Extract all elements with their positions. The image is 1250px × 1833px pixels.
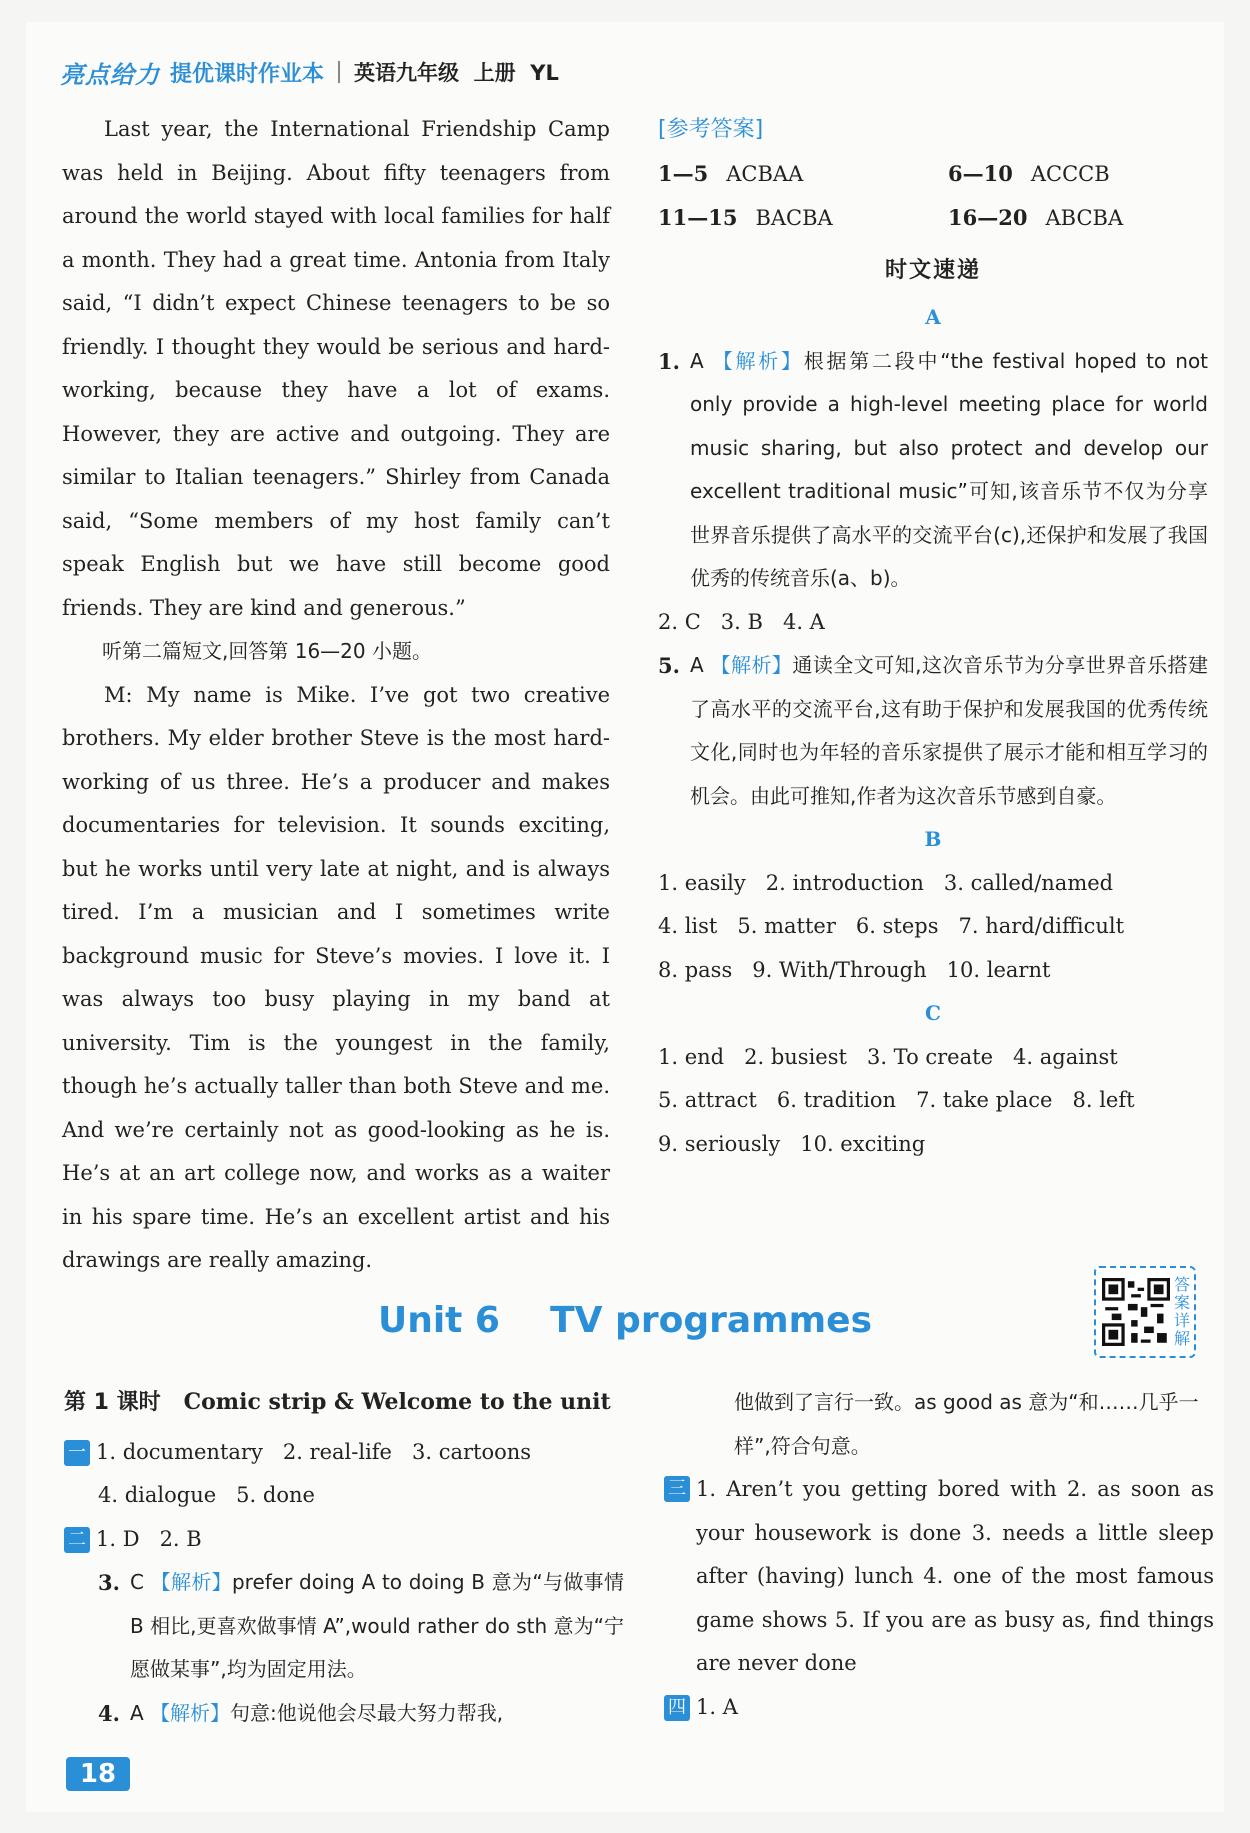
analysis-tag: 【解析】 [150, 1570, 232, 1594]
answer-row: 1. easily 2. introduction 3. called/named [658, 870, 1114, 895]
answer-row: 4. dialogue 5. done [98, 1483, 315, 1507]
section-marker: 四 [664, 1695, 690, 1721]
answer-row: 8. pass 9. With/Through 10. learnt [658, 957, 1051, 982]
answer-row: 2. C 3. B 4. A [658, 609, 825, 634]
section-marker: 二 [64, 1527, 90, 1553]
answer-row: 6—10 ACCCB [948, 160, 1110, 186]
page-header [60, 54, 559, 90]
continued-explanation: 他做到了言行一致。as good as 意为“和……几乎一样”,符合句意。 [734, 1390, 1199, 1458]
analysis-tag: 【解析】 [150, 1700, 231, 1725]
qr-label: 答案详解 [1174, 1275, 1191, 1348]
section-b-label: B [924, 827, 942, 851]
answer-item: 4. A 【解析】句意:他说他会尽最大努力帮我, [98, 1700, 504, 1726]
unit-title: Unit 6 TV programmes [377, 1300, 872, 1341]
answer-row: 4. list 5. matter 6. steps 7. hard/difficult [658, 914, 1125, 938]
listening-script [62, 108, 610, 1283]
script-instruction: 听第二篇短文,回答第 16—20 小题。 [102, 639, 432, 663]
lesson-answers-right [664, 1381, 1214, 1729]
answer-row: 二 1. D 2. B [64, 1518, 624, 1562]
answer-item: 5. A 【解析】通读全文可知,这次音乐节为分享世界音乐搭建了高水平的交流平台,这有助于保护和发展我国的优秀传统文化,同时也为年轻的音乐家提供了展示才能和相互学习的机会。由此可推知,作者为这次音乐节感到自豪。 [658, 653, 1209, 808]
answer-row: 一 1. documentary 2. real-life 3. cartoons [64, 1431, 624, 1475]
page-number: 18 [66, 1757, 130, 1791]
brand-logo: 亮点给力 [60, 60, 160, 89]
answer-row: 16—20 ABCBA [948, 205, 1124, 230]
script-paragraph-1: Last year, the International Friendship Camp was held in Beijing. About fifty teenagers from around the world stayed with local families for half a month. They had a great time. Antonia from Italy said, “I didn’t expect Chinese teenagers to be so friendly. I thought they would be serious and hard-working, because they have a lot of exams. However, they are active and outgoing. They are similar to Italian teenagers.” Shirley from Canada said, “Some members of my host family can’t speak English but we have still become good friends. They are kind and generous.” [62, 117, 610, 620]
answer-item: 三 1. Aren’t you getting bored with 2. as soon as your housework is done 3. needs a little sleep after (having) lunch 4. one of the most famous game shows 5. If you are as busy as, find things are never done [664, 1468, 1214, 1686]
script-paragraph-2: M: My name is Mike. I’ve got two creative brothers. My elder brother Steve is the most hard-working of us three. He’s a producer and makes documentaries for television. It sounds exciting, but he works until very late at night, and is always tired. I’m a musician and I sometimes write background music for Steve’s movies. I love it. I was always too busy playing in my band at university. Tim is the youngest in the family, though he’s actually taller than both Steve and me. And we’re certainly not as good-looking as he is. He’s at an art college now, and works as a waiter in his spare time. He’s an excellent artist and his drawings are really amazing. [62, 682, 610, 1272]
analysis-tag: 【解析】 [710, 653, 793, 677]
answer-row: 四 1. A [664, 1686, 1214, 1730]
section-marker: 一 [64, 1440, 90, 1466]
header-divider [338, 61, 340, 83]
lesson-title: 第 1 课时 Comic strip & Welcome to the unit [64, 1389, 611, 1415]
analysis-tag: 【解析】 [712, 348, 804, 373]
lesson-answers-left [64, 1381, 624, 1735]
answer-key-grid [658, 152, 1208, 241]
answer-row: 1—5 ACBAA [658, 160, 804, 186]
answer-row: 9. seriously 10. exciting [658, 1131, 926, 1156]
answer-item: 3. C 【解析】prefer doing A to doing B 意为“与做事情 B 相比,更喜欢做事情 A”,would rather do sth 意为“宁愿做某事”,均为固定用法。 [98, 1570, 625, 1681]
answer-column [658, 108, 1208, 1166]
section-c-label: C [925, 1001, 941, 1025]
book-subtitle: 提优课时作业本 [170, 61, 325, 87]
news-section-title: 时文速递 [884, 257, 981, 283]
answer-row: 11—15 BACBA [658, 205, 833, 230]
answer-item: 1. A 【解析】根据第二段中“the festival hoped to not only provide a high-level meeting place for world music sharing, but also protect and develop our excellent traditional music”可知,该音乐节不仅为分享世界音乐提供了高水平的交流平台(c),还保护和发展了我国优秀的传统音乐(a、b)。 [658, 348, 1209, 590]
section-marker: 三 [664, 1476, 690, 1502]
answer-row: 5. attract 6. tradition 7. take place 8. left [658, 1088, 1135, 1112]
answer-row: 1. end 2. busiest 3. To create 4. against [658, 1044, 1118, 1069]
section-a-label: A [925, 305, 941, 329]
answer-key-title: [参考答案] [658, 117, 764, 142]
grade-info: 英语九年级 上册 YL [354, 61, 559, 85]
